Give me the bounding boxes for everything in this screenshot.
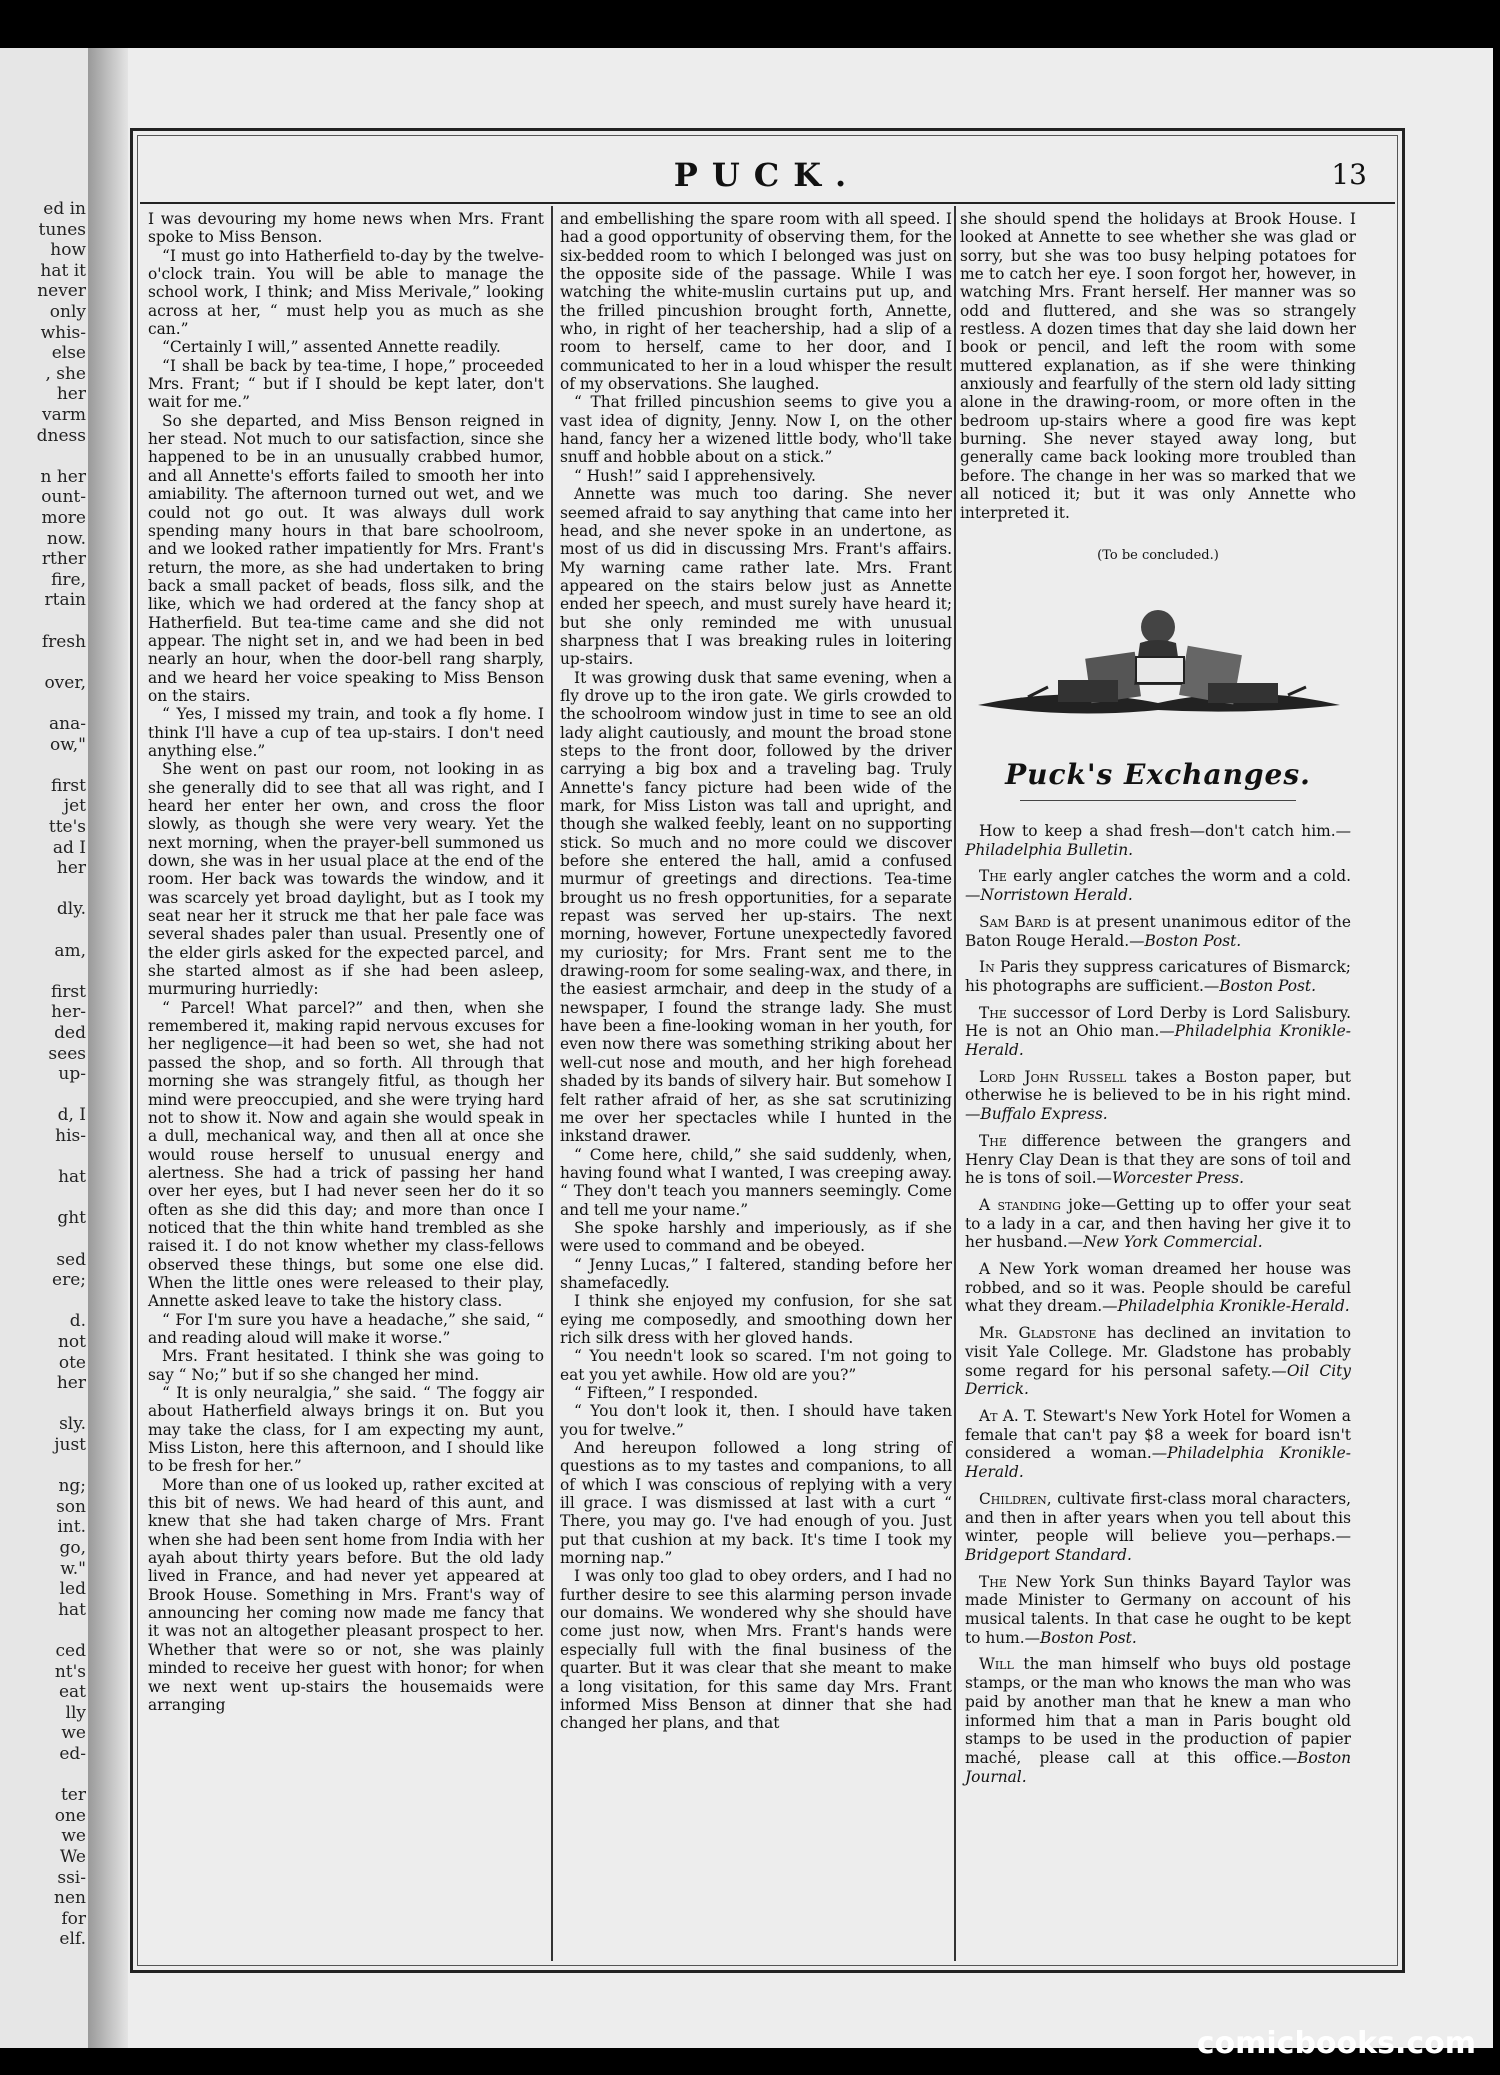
story-paragraph: “ That frilled pincushion seems to give you a vast idea of dignity, Jenny. Now I, on the other hand, fancy her a wizened little body, who'll take snuff and hobble about on a stick.” xyxy=(560,393,952,467)
facing-page-line: jet xyxy=(63,796,86,817)
facing-page-line: first xyxy=(50,775,86,796)
story-paragraph: “ Fifteen,” I responded. xyxy=(574,1384,759,1402)
exchanges-heading: Puck's Exchanges. xyxy=(1005,758,1311,791)
facing-page-line: not xyxy=(57,1332,86,1352)
exchange-text: New York woman dreamed her house was robbed, and so it was. People should be careful what they dream. xyxy=(965,1260,1351,1316)
story-paragraph: She went on past our room, not looking in as she generally did to see that all was right, and I heard her enter her own, and cross the floor slowly, as though she were very weary. Yet the next morning, when the prayer-bell summoned us down, she was in her usual place at the end of the room. Her back was towards the window, and it was scarcely yet broad daylight, but as I took my seat near her it struck me that her pale face was several shades paler than usual. Presently one of the elder girls asked for the expected parcel, and she started almost as if she had been asleep, murmuring hurriedly: xyxy=(148,760,544,999)
exchange-text: , cultivate first-class moral characters, and then in after years when you tell about this winter, people will believe you—perhaps. xyxy=(965,1489,1351,1546)
exchange-source: —Norristown Herald. xyxy=(965,886,1133,905)
story-paragraph: “ You don't look it, then. I should have taken you for twelve.” xyxy=(560,1402,952,1439)
story-paragraph: “Certainly I will,” assented Annette readily. xyxy=(162,338,501,357)
exchange-text: takes a Boston paper, but otherwise he is believed to be in his right mind. xyxy=(965,1067,1351,1105)
story-paragraph: So she departed, and Miss Benson reigned in her stead. Not much to our satisfaction, since she happened to be in an unusually crabbed humor, and all Annette's efforts failed to smooth her into amiability. The afternoon turned out wet, and we could not go out. It was always dull work spending many hours in that bare schoolroom, and we looked rather impatiently for Mrs. Frant's return, the more, as she had undertaken to bring back a small packet of beads, floss silk, and the like, which we had ordered at the fancy shop at Hatherfield. But tea-time came and she did not appear. The night set in, and we had been in bed nearly an hour, when the door-bell rang sharply, and we heard her voice speaking to Miss Benson on the stairs. xyxy=(148,411,544,705)
facing-page-line: d, I xyxy=(57,1105,86,1126)
story-paragraph: “ It is only neuralgia,” she said. “ The foggy air about Hatherfield always brings it on. But you may take the class, for I am expecting my aunt, Miss Liston, here this afternoon, and I should like to be fresh for her.” xyxy=(148,1384,544,1476)
story-paragraph: Mrs. Frant hesitated. I think she was going to say “ No;” but if so she changed her mind. xyxy=(148,1347,544,1384)
story-paragraph: She spoke harshly and imperiously, as if she were used to command and be obeyed. xyxy=(560,1218,952,1256)
exchange-text: is at present unanimous editor of the Baton Rouge Herald. xyxy=(965,912,1352,950)
story-paragraph: “ You needn't look so scared. I'm not going to eat you yet awhile. How old are you?” xyxy=(560,1347,952,1384)
facing-page-line: ter xyxy=(60,1785,86,1806)
facing-page-line: ced xyxy=(55,1641,86,1661)
facing-page-line: d. xyxy=(69,1311,86,1332)
facing-page-line: ount- xyxy=(41,487,86,508)
facing-page-line: tunes xyxy=(38,219,86,240)
facing-page-line: just xyxy=(54,1435,86,1455)
facing-page-line: only xyxy=(49,302,86,322)
exchange-lead: Will xyxy=(979,1655,1014,1674)
exchange-item xyxy=(965,1407,1351,1482)
column-divider xyxy=(551,206,553,1961)
facing-page-line: rther xyxy=(41,549,86,570)
story-paragraph: “ Come here, child,” she said suddenly, when, having found what I wanted, I was creeping away. “ They don't teach you manners seemingly. Come and tell me your name.” xyxy=(560,1145,952,1219)
facing-page-line: elf. xyxy=(59,1929,86,1950)
exchange-item xyxy=(965,1490,1351,1565)
exchange-source: —Philadelphia Kronikle-Herald. xyxy=(965,1022,1351,1060)
story-paragraph: I think she enjoyed my confusion, for she sat eying me composedly, and smoothing down her rich silk dress with her gloved hands. xyxy=(560,1292,952,1347)
story-paragraph: “ For I'm sure you have a headache,” she said, “ and reading aloud will make it worse.” xyxy=(148,1310,544,1347)
story-paragraph: and embellishing the spare room with all speed. I had a good opportunity of observing them, for the six-bedded room to which I belonged was just on the opposite side of the passage. While I was watching the white-muslin curtains put up, and the frilled pincushion brought forth, Annette, who, in right of her teachership, had a slip of a room to herself, came to her door, and I communicated to her in a loud whisper the result of my observations. She laughed. xyxy=(560,210,952,394)
facing-page-line: ssi- xyxy=(57,1867,86,1888)
facing-page-line: ote xyxy=(58,1352,86,1373)
exchange-text: successor of Lord Derby is Lord Salisbury. He is not an Ohio man. xyxy=(965,1003,1351,1041)
facing-page-line: sees xyxy=(48,1043,86,1064)
exchange-lead: A standing xyxy=(979,1195,1061,1214)
exchange-lead: The xyxy=(979,1572,1007,1591)
puck-reading-vignette xyxy=(968,585,1350,745)
facing-page-line: lly xyxy=(65,1702,86,1723)
facing-page-line: now. xyxy=(46,528,86,549)
binding-gutter xyxy=(88,48,128,2048)
story-paragraph: “I shall be back by tea-time, I hope,” proceeded Mrs. Frant; “ but if I should be kept later, don't wait for me.” xyxy=(148,356,544,412)
exchange-lead: The xyxy=(979,1131,1007,1150)
exchange-lead: Children xyxy=(979,1489,1047,1508)
exchanges-rule xyxy=(1020,800,1296,801)
story-paragraph: And hereupon followed a long string of questions as to my tastes and companions, to all of which I was conscious of replying with a very ill grace. I was dismissed at last with a curt “ There, you may go. I've had enough of you. Just put that cushion at my back. It's time I took my morning nap.” xyxy=(560,1439,952,1568)
story-paragraph: It was growing dusk that same evening, when a fly drove up to the iron gate. We girls crowded to the schoolroom window just in time to see an old lady alight cautiously, and mount the broad stone steps to the front door, followed by the driver carrying a big box and a traveling bag. Truly Annette's fancy picture had been wide of the mark, for Miss Liston was tall and upright, and though she walked feebly, leant on no supporting stick. So much and no more could we discover before she entered the hall, amid a confused murmur of greetings and directions. Tea-time brought us no fresh opportunities, for a separate repast was served her up-stairs. The next morning, however, Fortune unexpectedly favored my curiosity; for Mrs. Frant sent me to the drawing-room for some sealing-wax, and there, in the easiest armchair, and deep in the study of a newspaper, I found the strange lady. She must have been a fine-looking woman in her youth, for even now there was something striking about her well-cut nose and mouth, and her high forehead shaded by its bands of silvery hair. But somehow I felt rather afraid of her, as she sat scrutinizing me over her spectacles while I hunted in the inkstand drawer. xyxy=(560,668,952,1146)
facing-page-line: ere; xyxy=(52,1270,86,1291)
masthead-rule xyxy=(140,202,1395,204)
exchange-text: has declined an invitation to visit Yale College. Mr. Gladstone has probably some regard for his personal safety. xyxy=(965,1324,1352,1380)
facing-page-line: rtain xyxy=(44,590,86,611)
story-column-2 xyxy=(560,210,952,1733)
exchange-source: —Philadelphia Bulletin. xyxy=(965,822,1351,859)
exchange-text: early angler catches the worm and a cold. xyxy=(1006,867,1351,886)
exchange-lead: At xyxy=(979,1406,998,1425)
facing-page-line: son xyxy=(56,1496,86,1517)
exchange-source: —Oil City Derrick. xyxy=(965,1361,1351,1399)
facing-page-line: ed in xyxy=(43,199,86,219)
facing-page-line: ana- xyxy=(49,714,86,734)
facing-page-line: ed- xyxy=(59,1744,86,1764)
facing-page-line: hat xyxy=(58,1599,86,1620)
to-be-concluded: (To be concluded.) xyxy=(1097,548,1219,563)
story-paragraph: “ Parcel! What parcel?” and then, when she remembered it, making rapid nervous excuses for her negligence—it had been so wet, she had not passed the shop, and so forth. All through that morning she was strangely fitful, as though her mind were preoccupied, and she were trying hard not to show it. Now and again she would speak in a dull, mechanical way, and then all at once she would rouse herself to unusual energy and alertness. She had a trick of passing her hand over her eyes, but I had never seen her do it so often as she did this day; and more than once I noticed that the thin white hand trembled as she raised it. I do not know whether my class-fellows observed these things, but some one else did. When the little ones were released to their play, Annette asked leave to take the history class. xyxy=(148,998,544,1311)
exchange-source: —Buffalo Express. xyxy=(965,1105,1108,1124)
facing-page-line: her- xyxy=(51,1002,86,1023)
story-paragraph: I was devouring my home news when Mrs. Frant spoke to Miss Benson. xyxy=(148,210,544,247)
exchange-source: —Boston Journal. xyxy=(965,1748,1351,1786)
exchange-item xyxy=(965,1573,1351,1648)
story-paragraph: “ Hush!” said I apprehensively. xyxy=(574,466,816,485)
story-paragraph: Annette was much too daring. She never seemed afraid to say anything that came into her head, and she never spoke in an undertone, as most of us did in discussing Mrs. Frant's affairs. My warning came rather late. Mrs. Frant appeared on the stairs below just as Annette ended her speech, and must surely have heard it; but she only reminded me with unusual sharpness that I was breaking rules in loitering up-stairs. xyxy=(560,485,952,669)
exchange-lead: Lord John Russell xyxy=(979,1067,1127,1086)
facing-page-line: ng; xyxy=(58,1476,86,1497)
facing-page-line: tte's xyxy=(48,817,86,837)
exchange-source: —Worcester Press. xyxy=(1096,1169,1245,1188)
facing-page-line: fresh xyxy=(41,631,86,652)
facing-page-line: ad I xyxy=(52,837,86,858)
facing-page-line: her xyxy=(56,1373,86,1394)
exchange-item xyxy=(965,822,1351,859)
facing-page-line: else xyxy=(51,343,86,364)
exchange-item xyxy=(965,1260,1351,1316)
facing-page-line: , she xyxy=(45,363,86,384)
exchange-item xyxy=(965,958,1351,995)
story-paragraph: More than one of us looked up, rather excited at this bit of news. We had heard of this aunt, and knew that she had taken charge of Mrs. Frant when she had been sent home from India with her ayah about thirty years before. But the old lady lived in France, and had never yet appeared at Brook House. Something in Mrs. Frant's way of announcing her coming now made me fancy that it was not an altogether pleasant prospect to her. Whether that were so or not, she was plainly minded to receive her guest with honor; for when we next went up-stairs the housemaids were arranging xyxy=(148,1475,544,1714)
facing-page-line: dly. xyxy=(56,899,86,920)
exchange-text: joke—Getting up to offer your seat to a lady in a car, and then having her give it to her husband. xyxy=(965,1195,1351,1252)
exchange-source: —Philadelphia Kronikle-Herald. xyxy=(1102,1297,1350,1316)
facing-page-line: more xyxy=(41,508,86,528)
facing-page-line: ght xyxy=(57,1208,86,1229)
facing-page-line: dness xyxy=(36,425,86,446)
column-divider xyxy=(954,206,956,1961)
story-column-3 xyxy=(960,210,1356,522)
facing-page-line: ow," xyxy=(50,734,86,755)
facing-page-line: sed xyxy=(56,1249,86,1270)
facing-page-line: hat xyxy=(58,1167,86,1188)
exchange-source: —Boston Post. xyxy=(1203,976,1316,995)
facing-page-line: varm xyxy=(42,405,86,425)
facing-page-line: we xyxy=(61,1723,86,1744)
story-paragraph: “ Jenny Lucas,” I faltered, standing before her shamefacedly. xyxy=(560,1255,952,1292)
exchange-source: —Boston Post. xyxy=(1024,1628,1137,1647)
exchange-source: —Bridgeport Standard. xyxy=(965,1527,1351,1564)
facing-page-line: for xyxy=(61,1908,86,1929)
facing-page-line: n her xyxy=(40,466,86,487)
facing-page-line: whis- xyxy=(40,322,86,343)
facing-page-line: how xyxy=(50,240,86,261)
exchange-item xyxy=(965,1004,1351,1060)
facing-page-line: am, xyxy=(54,940,86,961)
exchange-lead: Sam Bard xyxy=(979,912,1051,931)
exchange-source: —New York Commercial. xyxy=(1067,1233,1263,1252)
exchange-item xyxy=(965,1068,1351,1124)
facing-page-line: his- xyxy=(55,1126,86,1146)
masthead xyxy=(137,150,1397,206)
exchange-item xyxy=(965,1655,1351,1786)
facing-page-line: go, xyxy=(59,1538,86,1558)
exchange-lead: The xyxy=(979,867,1007,886)
exchange-lead: In xyxy=(979,958,995,977)
facing-page-line: up- xyxy=(58,1064,86,1085)
facing-page-line: eat xyxy=(58,1682,86,1703)
facing-page-line: led xyxy=(59,1579,86,1600)
facing-page-line: nen xyxy=(54,1888,86,1909)
story-column-1 xyxy=(148,210,544,1714)
exchange-source: —Philadelphia Kronikle-Herald. xyxy=(965,1444,1351,1482)
facing-page-line: int. xyxy=(57,1517,86,1538)
facing-page-line: ded xyxy=(54,1023,86,1043)
story-paragraph: she should spend the holidays at Brook House. I looked at Annette to see whether she was glad or sorry, but she was too busy helping potatoes for me to catch her eye. I soon forgot her, however, in watching Mrs. Frant herself. Her manner was so odd and fluttered, and she was so strangely restless. A dozen times that day she laid down her book or pencil, and left the room with some muttered explanation, as if she were thinking anxiously and fearfully of the stern old lady sitting alone in the drawing-room, or more often in the bedroom up-stairs where a good fire was kept burning. She never stayed away long, but generally came back looking more troubled than before. The change in her was so marked that we all noticed it; but it was only Annette who interpreted it. xyxy=(960,210,1356,522)
facing-page-line: fire, xyxy=(51,569,86,590)
story-paragraph: “I must go into Hatherfield to-day by the twelve-o'clock train. You will be able to manage the school work, I think; and Miss Merivale,” looking across at her, “ must help you as much as she can.” xyxy=(148,246,544,339)
story-paragraph: I was only too glad to obey orders, and I had no further desire to see this alarming person invade our domains. We wondered why she should have come just now, when Mrs. Frant's hands were especially full with the final business of the quarter. But it was clear that she meant to make a long visitation, for this same day Mrs. Frant informed Miss Benson at dinner that she had changed her plans, and that xyxy=(560,1567,952,1733)
exchange-text: Paris they suppress caricatures of Bismarck; his photographs are sufficient. xyxy=(965,958,1351,995)
facing-page-line: one xyxy=(54,1805,86,1826)
exchange-source: —Boston Post. xyxy=(1129,931,1242,950)
facing-page-line: sly. xyxy=(59,1414,86,1435)
facing-page-line: never xyxy=(37,281,86,302)
story-paragraph: “ Yes, I missed my train, and took a fly home. I think I'll have a cup of tea up-stairs. I don't need anything else.” xyxy=(148,705,544,760)
exchange-lead: Mr. Gladstone xyxy=(979,1324,1097,1343)
exchange-text: New York Sun thinks Bayard Taylor was made Minister to Germany on account of his musical talents. In that case he ought to be kept to hum. xyxy=(965,1572,1351,1647)
exchange-lead: A xyxy=(979,1260,991,1279)
facing-page-line: over, xyxy=(44,672,86,693)
facing-page-line: w." xyxy=(60,1558,86,1579)
exchange-text: A. T. Stewart's New York Hotel for Women a female that can't pay $8 a week for board isn't considered a woman. xyxy=(965,1406,1351,1463)
exchange-text: difference between the grangers and Henry Clay Dean is that they are sons of toil and he is tons of soil. xyxy=(965,1131,1351,1188)
watermark: comicbooks.com xyxy=(1196,2026,1476,2061)
exchange-item xyxy=(965,913,1351,950)
facing-page-line: hat it xyxy=(40,260,86,281)
exchange-text: the man himself who buys old postage stamps, or the man who knows the man who was paid by another man that he knew a man who informed him that a man in Paris bought old stamps to be used in the production of papier maché, please call at this office. xyxy=(965,1655,1351,1767)
facing-page-line: her xyxy=(56,858,86,879)
facing-page-line: We xyxy=(59,1847,86,1867)
exchanges-column xyxy=(965,822,1351,1794)
exchange-item xyxy=(965,1132,1351,1188)
page-title: PUCK. xyxy=(673,156,861,194)
page-number: 13 xyxy=(1331,158,1367,191)
exchange-item xyxy=(965,1324,1351,1399)
facing-page-line: we xyxy=(61,1826,86,1847)
facing-page-line: first xyxy=(50,981,86,1002)
facing-page-fragment xyxy=(0,48,91,2048)
exchange-lead: The xyxy=(979,1003,1007,1022)
exchange-item xyxy=(965,867,1351,904)
exchange-item xyxy=(965,1196,1351,1252)
exchange-text: How to keep a shad fresh—don't catch him. xyxy=(979,822,1336,840)
facing-page-line: nt's xyxy=(54,1661,86,1682)
facing-page-line: her xyxy=(56,384,86,405)
